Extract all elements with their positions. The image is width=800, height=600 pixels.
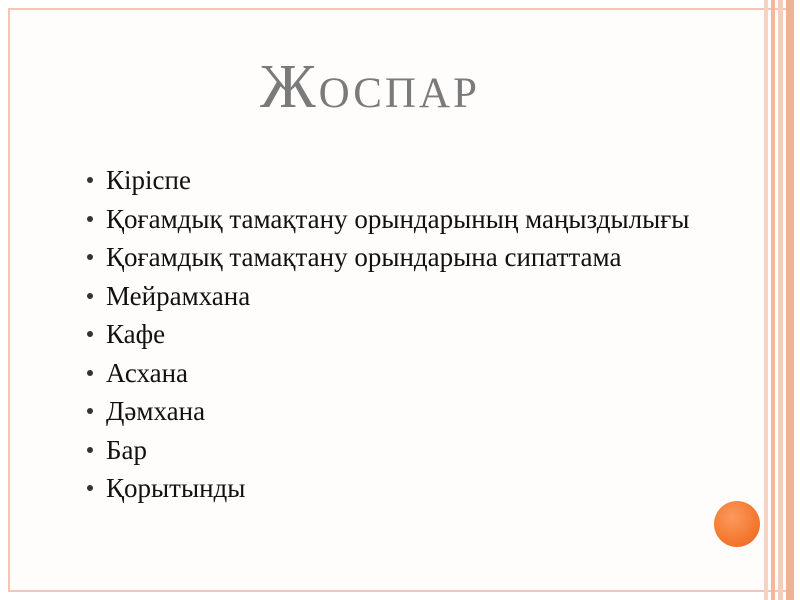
bullet-item: Қоғамдық тамақтану орындарының маңыздылығы	[84, 200, 724, 239]
bullet-item: Қоғамдық тамақтану орындарына сипаттама	[84, 238, 724, 277]
bullet-item: Кафе	[84, 315, 724, 354]
decorative-stripe	[764, 0, 768, 600]
bullet-item: Кіріспе	[84, 161, 724, 200]
decorative-stripe	[771, 0, 775, 600]
bullet-list	[84, 161, 724, 508]
bullet-item: Мейрамхана	[84, 277, 724, 316]
orange-circle-decoration	[714, 501, 760, 547]
decorative-stripe	[778, 0, 783, 600]
slide-title: Жоспар	[260, 53, 480, 121]
bullet-item: Асхана	[84, 354, 724, 393]
bullet-item: Қорытынды	[84, 469, 724, 508]
bullet-item: Бар	[84, 431, 724, 470]
bullet-item: Дәмхана	[84, 392, 724, 431]
decorative-stripe	[786, 0, 794, 600]
